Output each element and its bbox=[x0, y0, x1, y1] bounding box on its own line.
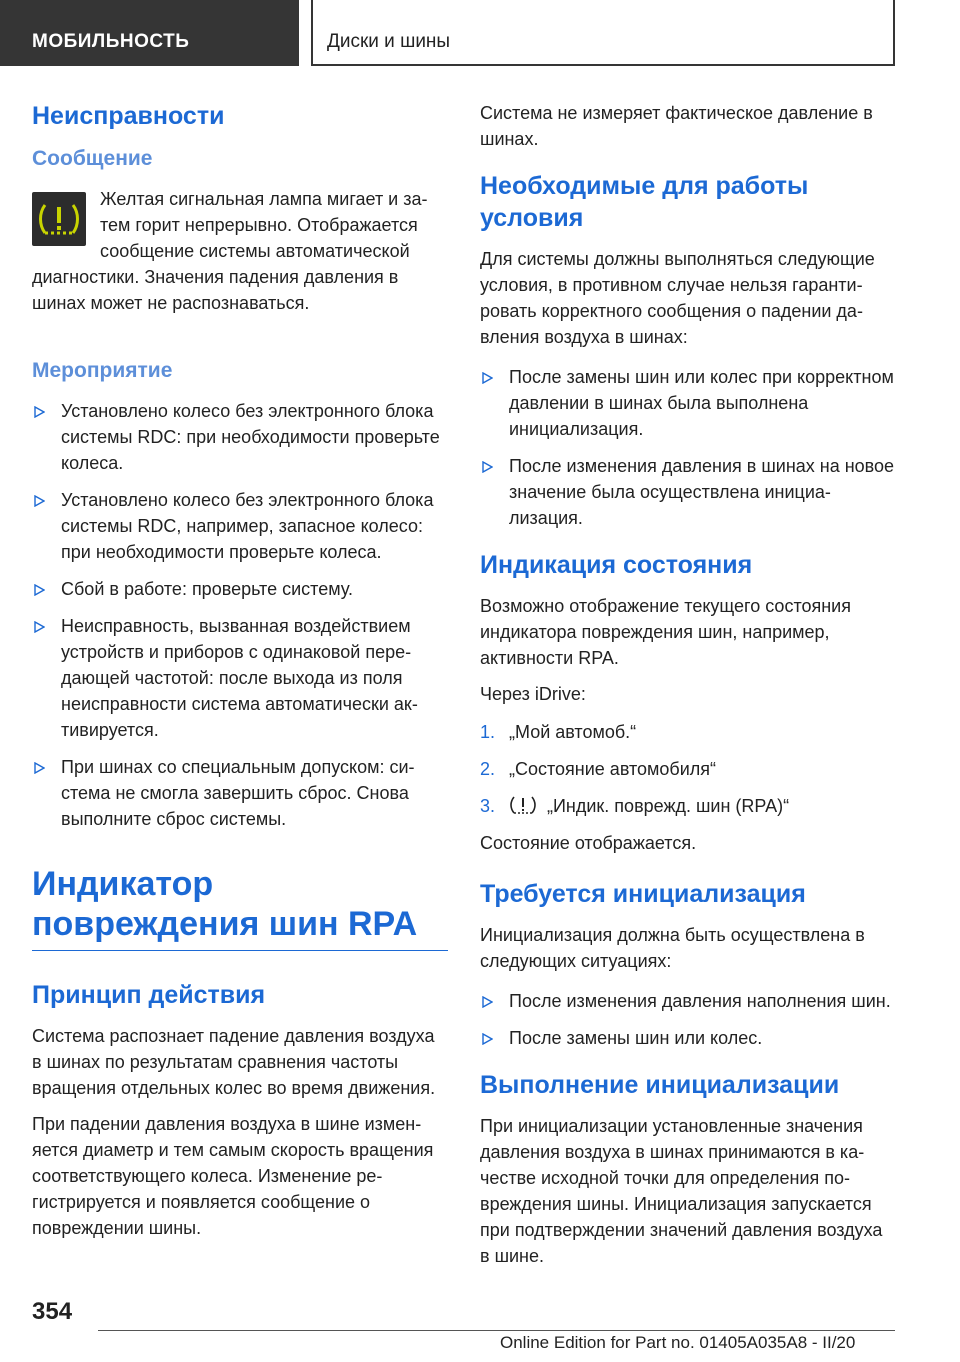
conditions-list bbox=[480, 364, 896, 531]
list-item: Сбой в работе: проверьте систему. bbox=[32, 576, 448, 602]
heading-conditions: Необходимые для работы условия bbox=[480, 172, 809, 232]
principle-paragraph-1: Система распознает падение давления воздуха в шинах по результатам сравнения частоты вращения отдельных колес во время движения. bbox=[32, 1026, 436, 1098]
list-item: 3. „Индик. поврежд. шин (RPA)“ bbox=[480, 796, 790, 816]
list-item: После изменения давления в шинах на новое значение была осуществлена инициализация. bbox=[480, 453, 896, 531]
page-number: 354 bbox=[32, 1298, 73, 1325]
heading-principle: Принцип действия bbox=[32, 981, 266, 1009]
steps-list bbox=[480, 719, 896, 819]
left-column bbox=[32, 100, 448, 1251]
chapter-tab: Диски и шины bbox=[311, 0, 895, 66]
triangle-bullet-icon bbox=[34, 584, 45, 596]
perform-paragraph: При инициализации установленные значения давления воздуха в шинах принимаются в качестве исходной точки для определения повреждения шины. Инициализация запускается при подтверждении значений давления воздуха в шине. bbox=[480, 1116, 883, 1266]
heading-message: Сообщение bbox=[32, 147, 153, 170]
triangle-bullet-icon bbox=[482, 996, 493, 1008]
section-tab: МОБИЛЬНОСТЬ bbox=[0, 0, 299, 66]
list-item: Неисправность, вызванная воздействием устройств и приборов с одинаковой передающей частотой: после выхода из поля неисправности система автоматически активируется. bbox=[32, 613, 448, 743]
tire-pressure-warning-icon bbox=[509, 794, 537, 816]
intro-paragraph: Система не измеряет фактическое давление в шинах. bbox=[480, 103, 873, 149]
list-item: После изменения давления наполнения шин. bbox=[480, 988, 896, 1014]
heading-init-required: Требуется инициализация bbox=[480, 880, 806, 908]
init-required-paragraph: Инициализация должна быть осуществлена в следующих ситуациях: bbox=[480, 925, 865, 971]
triangle-bullet-icon bbox=[34, 621, 45, 633]
triangle-bullet-icon bbox=[482, 1033, 493, 1045]
triangle-bullet-icon bbox=[34, 495, 45, 507]
footer-divider bbox=[98, 1330, 895, 1331]
list-item: 1. „Мой автомоб.“ bbox=[480, 722, 637, 742]
triangle-bullet-icon bbox=[34, 406, 45, 418]
list-item: 2. „Состояние автомобиля“ bbox=[480, 759, 717, 779]
heading-action: Мероприятие bbox=[32, 359, 173, 382]
message-text: Желтая сигнальная лампа мигает и затем горит непрерывно. Отображается сообщение системы автоматической диагностики. Значения падения давления в шинах может не распознаваться. bbox=[32, 189, 428, 313]
heading-perform-init: Выполнение инициализации bbox=[480, 1071, 840, 1099]
tire-pressure-warning-icon bbox=[32, 192, 86, 246]
edition-info: Online Edition for Part no. 01405A035A8 - II/20 bbox=[500, 1333, 856, 1352]
list-item: При шинах со специальным допуском: система не смогла завершить сброс. Снова выполните сброс системы. bbox=[32, 754, 448, 832]
triangle-bullet-icon bbox=[482, 372, 493, 384]
triangle-bullet-icon bbox=[34, 762, 45, 774]
list-item: После замены шин или колес. bbox=[480, 1025, 896, 1051]
heading-status: Индикация состояния bbox=[480, 551, 753, 579]
status-paragraph: Возможно отображение текущего состояния индикатора повреждения шин, например, активности RPA. bbox=[480, 596, 851, 668]
init-required-list bbox=[480, 988, 896, 1051]
triangle-bullet-icon bbox=[482, 461, 493, 473]
list-item: Установлено колесо без электронного блока системы RDC, например, запасное колесо: при необходимости проверьте колеса. bbox=[32, 487, 448, 565]
principle-paragraph-2: При падении давления воздуха в шине изменяется диаметр и тем самым скорость вращения соответствующего колеса. Изменение регистрируется и появляется сообщение о повреждении шины. bbox=[32, 1114, 434, 1238]
heading-malfunctions: Неисправности bbox=[32, 102, 225, 130]
right-column bbox=[480, 100, 896, 1279]
conditions-paragraph: Для системы должны выполняться следующие условия, в противном случае нельзя гарантировать корректного сообщения о падении давления воздуха в шинах: bbox=[480, 249, 875, 347]
message-block bbox=[32, 186, 448, 326]
via-idrive: Через iDrive: bbox=[480, 684, 586, 704]
status-shown: Состояние отображается. bbox=[480, 833, 697, 853]
heading-rpa: Индикатор повреждения шин RPA bbox=[32, 864, 448, 951]
action-list bbox=[32, 398, 448, 832]
list-item: После замены шин или колес при корректном давлении в шинах была выполнена инициализация. bbox=[480, 364, 896, 442]
list-item: Установлено колесо без электронного блока системы RDC: при необходимости проверьте колеса. bbox=[32, 398, 448, 476]
